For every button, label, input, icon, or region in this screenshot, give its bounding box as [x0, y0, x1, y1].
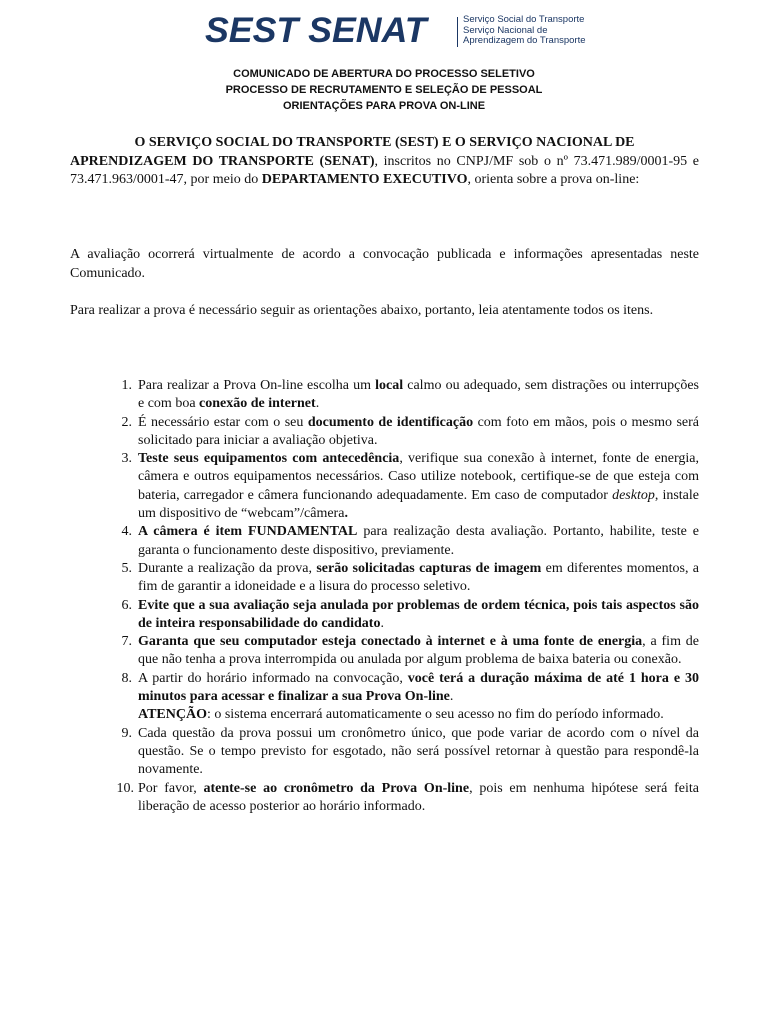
item-bold: serão solicitadas capturas de imagem — [316, 560, 542, 576]
list-item-number: 4. — [121, 524, 132, 540]
item-bold: . — [344, 506, 348, 522]
intro-text-1: , inscritos no CNPJ/MF sob o nº 73.471.989/0001-95 e 73.471.963/0001-47, por meio do — [70, 153, 699, 187]
intro-bold-department: DEPARTAMENTO EXECUTIVO — [261, 172, 468, 187]
item-text: É necessário estar com o seu — [138, 414, 308, 430]
logo-subtitle — [463, 15, 586, 47]
list-item-number: 8. — [121, 670, 132, 686]
item-bold: Garanta que seu computador esteja conectado à internet e à uma fonte de energia — [138, 634, 643, 650]
item-text: , pois em nenhuma hipótese será feita liberação de acesso posterior ao horário informado. — [138, 780, 699, 814]
logo-subtitle-line-2: Serviço Nacional de — [463, 24, 548, 36]
list-item — [70, 560, 699, 597]
intro-text-2: , orienta sobre a prova on-line: — [467, 172, 640, 187]
item-text: . — [380, 615, 384, 631]
item-bold: atente-se ao cronômetro da Prova On-line — [203, 780, 470, 796]
item-text: , verifique sua conexão à internet, fonte de energia, câmera e outros equipamentos necessários. Caso utilize notebook, certifique-se de que esteja com bateria, carregador e câmera funcionando adequadamente. Em caso de computador — [138, 451, 699, 503]
paragraph-instructions: Para realizar a prova é necessário seguir as orientações abaixo, portanto, leia atentamente todos os itens. — [70, 303, 654, 318]
list-item — [70, 377, 699, 414]
item-text: Para realizar a Prova On-line escolha um — [138, 378, 376, 393]
item-text: Por favor, — [138, 780, 204, 796]
item-text: Cada questão da prova possui um cronômetro único, que pode variar de acordo com o nível da questão. Se o tempo previsto for esgotado, não será possível retornar à questão para respondê-la novamente. — [138, 725, 699, 778]
item-bold: Evite que a sua avaliação seja anulada por problemas de ordem técnica, pois tais aspectos são de inteira responsabilidade do candidato — [138, 597, 699, 631]
item-bold: Teste seus equipamentos com antecedência — [138, 451, 400, 467]
logo-subtitle-line-3: Aprendizagem do Transporte — [463, 35, 586, 46]
item-text: com foto em mãos, pois o mesmo será solicitado para iniciar a avaliação objetiva. — [138, 414, 699, 448]
list-item — [70, 670, 699, 725]
list-item-number: 5. — [121, 560, 132, 576]
item-text: para realização desta avaliação. Portanto, habilite, teste e garanta o funcionamento deste dispositivo, previamente. — [138, 524, 700, 558]
list-item — [70, 450, 699, 523]
item-bold: você terá a duração máxima de até 1 hora e 30 minutos para acessar e finalizar a sua Prova On-line — [138, 670, 699, 705]
intro-paragraph — [70, 134, 699, 190]
item-bold: documento de identificação — [307, 414, 474, 430]
item-text: em diferentes momentos, a fim de garantir a idoneidade e a lisura do processo seletivo. — [138, 560, 700, 595]
item-text: A partir do horário informado na convocação, — [138, 670, 408, 686]
list-item-number: 2. — [121, 414, 132, 430]
item-bold: A câmera é item FUNDAMENTAL — [138, 524, 358, 540]
logo-divider — [457, 17, 458, 47]
item-bold: ATENÇÃO — [138, 707, 207, 723]
paragraph-evaluation: A avaliação ocorrerá virtualmente de acordo a convocação publicada e informações apresentadas neste Comunicado. — [70, 247, 699, 281]
intro-body — [70, 153, 699, 190]
list-item-number: 7. — [121, 634, 132, 650]
item-italic: desktop — [612, 487, 655, 503]
item-text: . — [449, 689, 454, 705]
list-item-number: 3. — [121, 451, 132, 467]
logo-subtitle-line-1: Serviço Social do Transporte — [463, 14, 585, 25]
intro-bold-senat: APRENDIZAGEM DO TRANSPORTE (SENAT) — [70, 153, 375, 169]
instructions-list — [70, 377, 699, 816]
intro-heading-line: O SERVIÇO SOCIAL DO TRANSPORTE (SEST) E O SERVIÇO NACIONAL DE — [134, 135, 635, 150]
item-text: calmo ou adequado, sem distrações ou interrupções e com boa — [138, 378, 699, 412]
list-item — [70, 523, 699, 560]
list-item — [70, 597, 699, 634]
header-line-3: ORIENTAÇÕES PARA PROVA ON-LINE — [282, 100, 486, 112]
item-text: : o sistema encerrará automaticamente o seu acesso no fim do período informado. — [206, 707, 664, 723]
list-item-number: 10. — [116, 780, 134, 796]
header-line-2: PROCESSO DE RECRUTAMENTO E SELEÇÃO DE PESSOAL — [225, 84, 543, 96]
list-item — [70, 780, 699, 817]
item-text: Durante a realização da prova, — [138, 560, 317, 576]
list-item — [70, 414, 699, 451]
item-text: . — [315, 396, 320, 412]
header-line-1: COMUNICADO DE ABERTURA DO PROCESSO SELETIVO — [233, 68, 535, 80]
item-bold: conexão de internet — [199, 396, 316, 412]
list-item-number: 9. — [121, 725, 132, 741]
item-bold: local — [375, 378, 404, 393]
list-item — [70, 725, 699, 780]
list-item — [70, 633, 699, 670]
list-item-number: 1. — [121, 378, 132, 393]
item-text: , instale um dispositivo de “webcam”/câmera — [138, 487, 699, 522]
logo-wordmark: SEST SENAT — [205, 11, 427, 50]
item-text: , a fim de que não tenha a prova interrompida ou anulada por algum problema de baixa bateria ou conexão. — [138, 634, 699, 668]
list-item-number: 6. — [121, 597, 132, 613]
